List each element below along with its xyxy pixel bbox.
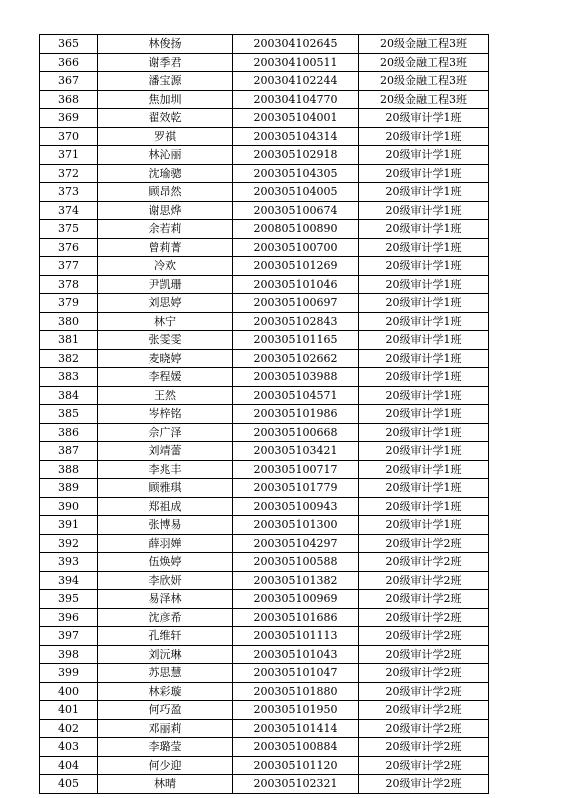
row-number-cell: 394: [40, 571, 98, 590]
row-number-cell: 405: [40, 775, 98, 794]
student-name-cell: 曾莉菁: [98, 238, 233, 257]
student-id-cell: 200305104314: [233, 127, 359, 146]
student-id-cell: 200805100890: [233, 220, 359, 239]
student-id-cell: 200305101047: [233, 664, 359, 683]
student-name-cell: 李欣妍: [98, 571, 233, 590]
row-number-cell: 404: [40, 756, 98, 775]
student-id-cell: 200305101382: [233, 571, 359, 590]
student-name-cell: 麦晓婷: [98, 349, 233, 368]
table-row: [40, 756, 489, 775]
row-number-cell: 396: [40, 608, 98, 627]
table-row: [40, 238, 489, 257]
table-row: [40, 645, 489, 664]
class-name-cell: 20级审计学2班: [359, 534, 489, 553]
student-name-cell: 刘靖蕾: [98, 442, 233, 461]
class-name-cell: 20级审计学1班: [359, 442, 489, 461]
row-number-cell: 398: [40, 645, 98, 664]
class-name-cell: 20级审计学2班: [359, 553, 489, 572]
student-name-cell: 李程媛: [98, 368, 233, 387]
class-name-cell: 20级审计学1班: [359, 183, 489, 202]
class-name-cell: 20级审计学1班: [359, 423, 489, 442]
class-name-cell: 20级审计学1班: [359, 386, 489, 405]
table-row: [40, 386, 489, 405]
student-id-cell: 200305100884: [233, 738, 359, 757]
table-row: [40, 738, 489, 757]
class-name-cell: 20级审计学2班: [359, 738, 489, 757]
class-name-cell: 20级审计学1班: [359, 238, 489, 257]
student-id-cell: 200305104297: [233, 534, 359, 553]
student-name-cell: 何巧盈: [98, 701, 233, 720]
student-id-cell: 200305101269: [233, 257, 359, 276]
table-row: [40, 35, 489, 54]
table-row: [40, 53, 489, 72]
student-table-body: [40, 35, 489, 794]
student-id-cell: 200305102321: [233, 775, 359, 794]
table-row: [40, 497, 489, 516]
class-name-cell: 20级审计学2班: [359, 590, 489, 609]
class-name-cell: 20级审计学1班: [359, 257, 489, 276]
student-id-cell: 200305101165: [233, 331, 359, 350]
student-name-cell: 李璐莹: [98, 738, 233, 757]
row-number-cell: 365: [40, 35, 98, 54]
class-name-cell: 20级审计学1班: [359, 294, 489, 313]
student-name-cell: 尹凯珊: [98, 275, 233, 294]
table-row: [40, 368, 489, 387]
table-row: [40, 331, 489, 350]
student-id-cell: 200305101046: [233, 275, 359, 294]
table-row: [40, 590, 489, 609]
table-row: [40, 183, 489, 202]
row-number-cell: 366: [40, 53, 98, 72]
table-row: [40, 349, 489, 368]
class-name-cell: 20级审计学2班: [359, 682, 489, 701]
class-name-cell: 20级审计学1班: [359, 164, 489, 183]
student-name-cell: 郑祖成: [98, 497, 233, 516]
table-row: [40, 257, 489, 276]
table-row: [40, 608, 489, 627]
class-name-cell: 20级审计学1班: [359, 460, 489, 479]
student-name-cell: 刘思婷: [98, 294, 233, 313]
student-name-cell: 谢季君: [98, 53, 233, 72]
row-number-cell: 384: [40, 386, 98, 405]
row-number-cell: 378: [40, 275, 98, 294]
row-number-cell: 376: [40, 238, 98, 257]
class-name-cell: 20级审计学2班: [359, 719, 489, 738]
table-row: [40, 127, 489, 146]
class-name-cell: 20级审计学2班: [359, 627, 489, 646]
row-number-cell: 379: [40, 294, 98, 313]
student-id-cell: 200305101043: [233, 645, 359, 664]
row-number-cell: 370: [40, 127, 98, 146]
class-name-cell: 20级金融工程3班: [359, 35, 489, 54]
row-number-cell: 385: [40, 405, 98, 424]
row-number-cell: 400: [40, 682, 98, 701]
class-name-cell: 20级审计学1班: [359, 331, 489, 350]
table-row: [40, 442, 489, 461]
row-number-cell: 391: [40, 516, 98, 535]
student-id-cell: 200305104571: [233, 386, 359, 405]
class-name-cell: 20级审计学1班: [359, 405, 489, 424]
student-id-cell: 200305101686: [233, 608, 359, 627]
row-number-cell: 374: [40, 201, 98, 220]
student-name-cell: 易泽林: [98, 590, 233, 609]
student-name-cell: 罗祺: [98, 127, 233, 146]
row-number-cell: 387: [40, 442, 98, 461]
student-name-cell: 张雯雯: [98, 331, 233, 350]
table-row: [40, 719, 489, 738]
row-number-cell: 373: [40, 183, 98, 202]
student-id-cell: 200305102843: [233, 312, 359, 331]
student-name-cell: 薛羽婵: [98, 534, 233, 553]
student-name-cell: 林俊扬: [98, 35, 233, 54]
student-id-cell: 200305103421: [233, 442, 359, 461]
row-number-cell: 393: [40, 553, 98, 572]
student-id-cell: 200305100668: [233, 423, 359, 442]
row-number-cell: 381: [40, 331, 98, 350]
class-name-cell: 20级审计学2班: [359, 756, 489, 775]
table-row: [40, 164, 489, 183]
class-name-cell: 20级审计学2班: [359, 608, 489, 627]
class-name-cell: 20级审计学1班: [359, 349, 489, 368]
student-name-cell: 顾昂然: [98, 183, 233, 202]
student-id-cell: 200305101300: [233, 516, 359, 535]
student-name-cell: 翟效乾: [98, 109, 233, 128]
class-name-cell: 20级审计学1班: [359, 146, 489, 165]
student-name-cell: 顾雅琪: [98, 479, 233, 498]
row-number-cell: 390: [40, 497, 98, 516]
row-number-cell: 380: [40, 312, 98, 331]
student-id-cell: 200304100511: [233, 53, 359, 72]
row-number-cell: 372: [40, 164, 98, 183]
student-id-cell: 200305104001: [233, 109, 359, 128]
student-name-cell: 邓丽莉: [98, 719, 233, 738]
student-id-cell: 200305104305: [233, 164, 359, 183]
student-id-cell: 200305101120: [233, 756, 359, 775]
student-name-cell: 林晴: [98, 775, 233, 794]
student-id-cell: 200304104770: [233, 90, 359, 109]
table-row: [40, 72, 489, 91]
row-number-cell: 402: [40, 719, 98, 738]
table-row: [40, 460, 489, 479]
student-id-cell: 200305100700: [233, 238, 359, 257]
student-id-cell: 200305100943: [233, 497, 359, 516]
table-row: [40, 534, 489, 553]
student-name-cell: 冷欢: [98, 257, 233, 276]
row-number-cell: 392: [40, 534, 98, 553]
student-name-cell: 刘沅琳: [98, 645, 233, 664]
student-id-cell: 200305101950: [233, 701, 359, 720]
student-name-cell: 李兆丰: [98, 460, 233, 479]
table-row: [40, 405, 489, 424]
class-name-cell: 20级审计学1班: [359, 275, 489, 294]
table-row: [40, 109, 489, 128]
student-id-cell: 200305100969: [233, 590, 359, 609]
table-row: [40, 312, 489, 331]
row-number-cell: 395: [40, 590, 98, 609]
student-id-cell: 200305100674: [233, 201, 359, 220]
table-row: [40, 220, 489, 239]
student-id-cell: 200305104005: [233, 183, 359, 202]
student-id-cell: 200305101779: [233, 479, 359, 498]
row-number-cell: 382: [40, 349, 98, 368]
student-name-cell: 林沁丽: [98, 146, 233, 165]
student-id-cell: 200305102918: [233, 146, 359, 165]
class-name-cell: 20级金融工程3班: [359, 72, 489, 91]
table-row: [40, 682, 489, 701]
student-name-cell: 潘宝源: [98, 72, 233, 91]
table-row: [40, 775, 489, 794]
table-row: [40, 553, 489, 572]
class-name-cell: 20级审计学2班: [359, 571, 489, 590]
class-name-cell: 20级审计学1班: [359, 312, 489, 331]
student-name-cell: 王然: [98, 386, 233, 405]
class-name-cell: 20级审计学1班: [359, 479, 489, 498]
student-id-cell: 200304102244: [233, 72, 359, 91]
student-id-cell: 200305101880: [233, 682, 359, 701]
student-id-cell: 200305100588: [233, 553, 359, 572]
row-number-cell: 367: [40, 72, 98, 91]
row-number-cell: 388: [40, 460, 98, 479]
class-name-cell: 20级金融工程3班: [359, 90, 489, 109]
row-number-cell: 383: [40, 368, 98, 387]
table-row: [40, 701, 489, 720]
student-name-cell: 沈彦希: [98, 608, 233, 627]
row-number-cell: 397: [40, 627, 98, 646]
class-name-cell: 20级审计学2班: [359, 664, 489, 683]
student-name-cell: 余若莉: [98, 220, 233, 239]
table-row: [40, 146, 489, 165]
student-name-cell: 孔维轩: [98, 627, 233, 646]
student-name-cell: 沈瑜骢: [98, 164, 233, 183]
student-id-cell: 200305101986: [233, 405, 359, 424]
class-name-cell: 20级审计学1班: [359, 109, 489, 128]
class-name-cell: 20级审计学2班: [359, 775, 489, 794]
student-id-cell: 200305101113: [233, 627, 359, 646]
class-name-cell: 20级审计学1班: [359, 201, 489, 220]
table-row: [40, 423, 489, 442]
student-id-cell: 200305100697: [233, 294, 359, 313]
row-number-cell: 389: [40, 479, 98, 498]
student-name-cell: 岑梓铭: [98, 405, 233, 424]
table-row: [40, 479, 489, 498]
student-name-cell: 林彩璇: [98, 682, 233, 701]
student-name-cell: 伍焕婷: [98, 553, 233, 572]
table-row: [40, 627, 489, 646]
class-name-cell: 20级金融工程3班: [359, 53, 489, 72]
student-name-cell: 谢思烨: [98, 201, 233, 220]
class-name-cell: 20级审计学1班: [359, 368, 489, 387]
class-name-cell: 20级审计学1班: [359, 127, 489, 146]
student-id-cell: 200305102662: [233, 349, 359, 368]
row-number-cell: 368: [40, 90, 98, 109]
class-name-cell: 20级审计学1班: [359, 220, 489, 239]
class-name-cell: 20级审计学2班: [359, 701, 489, 720]
student-id-cell: 200304102645: [233, 35, 359, 54]
row-number-cell: 399: [40, 664, 98, 683]
row-number-cell: 377: [40, 257, 98, 276]
row-number-cell: 375: [40, 220, 98, 239]
student-name-cell: 林宁: [98, 312, 233, 331]
student-id-cell: 200305100717: [233, 460, 359, 479]
table-row: [40, 664, 489, 683]
row-number-cell: 386: [40, 423, 98, 442]
student-name-cell: 何少迎: [98, 756, 233, 775]
row-number-cell: 369: [40, 109, 98, 128]
class-name-cell: 20级审计学1班: [359, 516, 489, 535]
table-row: [40, 90, 489, 109]
student-name-cell: 焦加圳: [98, 90, 233, 109]
row-number-cell: 371: [40, 146, 98, 165]
table-row: [40, 275, 489, 294]
table-row: [40, 201, 489, 220]
student-table: [39, 34, 489, 794]
class-name-cell: 20级审计学1班: [359, 497, 489, 516]
student-list-page: [39, 34, 489, 794]
table-row: [40, 571, 489, 590]
student-name-cell: 佘广泽: [98, 423, 233, 442]
row-number-cell: 403: [40, 738, 98, 757]
class-name-cell: 20级审计学2班: [359, 645, 489, 664]
row-number-cell: 401: [40, 701, 98, 720]
table-row: [40, 294, 489, 313]
table-row: [40, 516, 489, 535]
student-name-cell: 苏思慧: [98, 664, 233, 683]
student-id-cell: 200305101414: [233, 719, 359, 738]
student-id-cell: 200305103988: [233, 368, 359, 387]
student-name-cell: 张博易: [98, 516, 233, 535]
